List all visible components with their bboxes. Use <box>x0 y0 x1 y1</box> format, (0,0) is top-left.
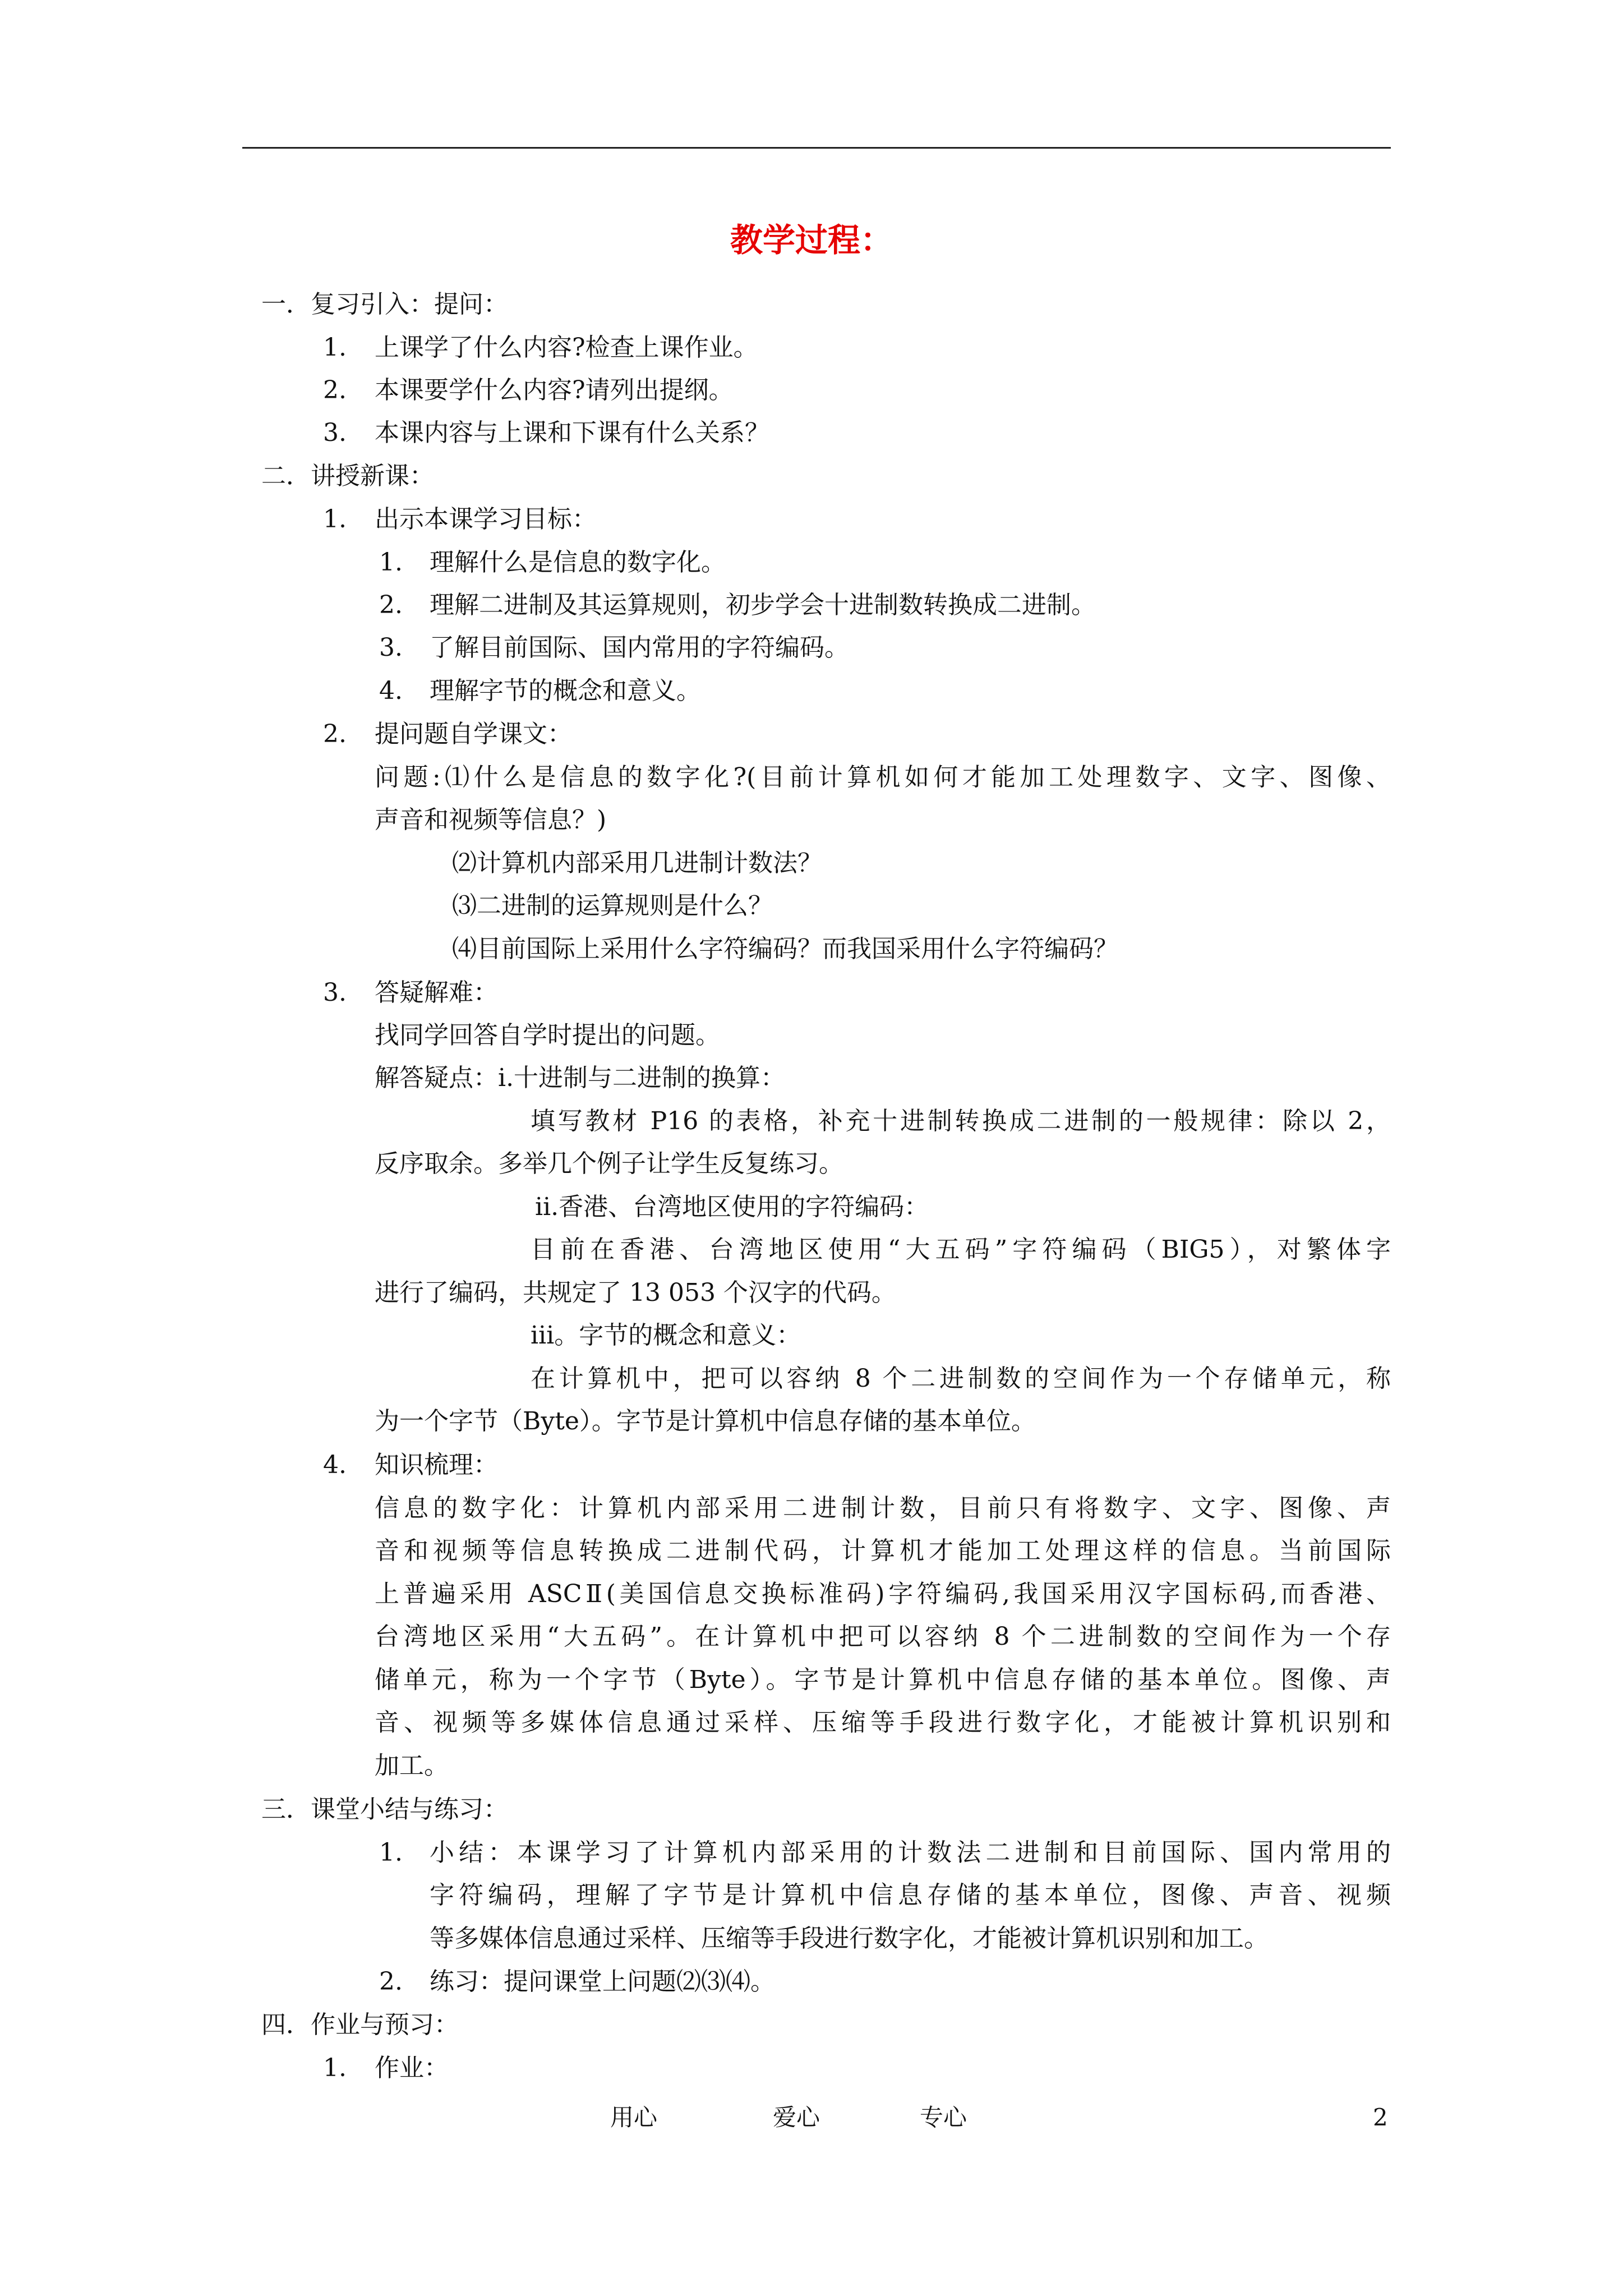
paragraph-line: 信息的数字化：计算机内部采用二进制计数，目前只有将数字、文字、图像、声 <box>375 1494 1391 1522</box>
paragraph-line: 等多媒体信息通过采样、压缩等手段进行数字化，才能被计算机识别和加工。 <box>430 1924 1269 1953</box>
paragraph-line: 找同学回答自学时提出的问题。 <box>375 1021 720 1050</box>
footer-motto-mid: 爱心 <box>773 2104 820 2131</box>
list-item-number: 3. <box>323 978 347 1007</box>
question-line: 问题:⑴什么是信息的数字化?(目前计算机如何才能加工处理数字、文字、图像、 <box>375 763 1391 792</box>
list-item: 理解什么是信息的数字化。 <box>430 548 726 577</box>
paragraph-line: 小结：本课学习了计算机内部采用的计数法二进制和目前国际、国内常用的 <box>430 1838 1391 1867</box>
paragraph-line: 反序取余。多举几个例子让学生反复练习。 <box>375 1149 843 1178</box>
section-heading-2: 二．讲授新课： <box>261 462 434 490</box>
section-heading-3: 三．课堂小结与练习： <box>261 1795 508 1824</box>
paragraph-line: ⅲ。字节的概念和意义： <box>531 1321 801 1350</box>
paragraph-line: 目前在香港、台湾地区使用“大五码”字符编码（BIG5），对繁体字 <box>531 1235 1391 1264</box>
subsection-label: 答疑解难： <box>375 978 498 1007</box>
list-item-number: 2. <box>379 591 403 619</box>
list-item-number: 1. <box>323 2054 347 2082</box>
paragraph-line: 填写教材 P16 的表格，补充十进制转换成二进制的一般规律：除以 2， <box>531 1107 1391 1135</box>
list-item-number: 2. <box>379 1967 403 1996</box>
list-item: 本课内容与上课和下课有什么关系？ <box>375 418 769 447</box>
paragraph-line: 在计算机中，把可以容纳 8 个二进制数的空间作为一个存储单元，称 <box>531 1364 1391 1393</box>
list-item-number: 2. <box>323 720 347 748</box>
list-item: 练习：提问课堂上问题⑵⑶⑷。 <box>430 1967 775 1996</box>
paragraph-line: 加工。 <box>375 1751 449 1780</box>
paragraph-line: 台湾地区采用“大五码”。在计算机中把可以容纳 8 个二进制数的空间作为一个存 <box>375 1622 1391 1651</box>
section-heading-4: 四．作业与预习： <box>261 2010 459 2039</box>
paragraph-line: 储单元，称为一个字节（Byte）。字节是计算机中信息存储的基本单位。图像、声 <box>375 1665 1391 1694</box>
list-item-number: 2. <box>323 376 347 404</box>
paragraph-line: 音、视频等多媒体信息通过采样、压缩等手段进行数字化，才能被计算机识别和 <box>375 1708 1391 1737</box>
header-rule <box>242 147 1391 149</box>
list-item: 本课要学什么内容?请列出提纲。 <box>375 376 734 404</box>
list-item-number: 3. <box>323 418 347 447</box>
footer-motto-left: 用心 <box>610 2104 658 2131</box>
paragraph-line: 字符编码，理解了字节是计算机中信息存储的基本单位，图像、声音、视频 <box>430 1881 1391 1910</box>
paragraph-line: ⅱ.香港、台湾地区使用的字符编码： <box>535 1193 929 1221</box>
list-item: 作业： <box>375 2054 449 2082</box>
paragraph-line: 音和视频等信息转换成二进制代码，计算机才能加工处理这样的信息。当前国际 <box>375 1536 1391 1565</box>
footer-motto-right: 专心 <box>920 2104 967 2131</box>
list-item-number: 4. <box>379 677 403 705</box>
paragraph-line: 为一个字节（Byte）。字节是计算机中信息存储的基本单位。 <box>375 1407 1036 1435</box>
question-line: ⑷目前国际上采用什么字符编码？而我国采用什么字符编码？ <box>452 935 1118 963</box>
list-item-number: 1. <box>323 333 347 362</box>
list-item-number: 1. <box>323 505 347 533</box>
list-item-number: 4. <box>323 1451 347 1479</box>
list-item-number: 1. <box>379 1838 403 1867</box>
paragraph-line: 解答疑点：ⅰ.十进制与二进制的换算： <box>375 1064 786 1092</box>
subsection-label: 出示本课学习目标： <box>375 505 597 533</box>
question-line: ⑵计算机内部采用几进制计数法？ <box>452 849 822 877</box>
page-title: 教学过程： <box>730 221 893 259</box>
subsection-label: 知识梳理： <box>375 1451 498 1479</box>
question-line: ⑶二进制的运算规则是什么？ <box>452 891 773 920</box>
list-item: 上课学了什么内容?检查上课作业。 <box>375 333 758 362</box>
section-heading-1: 一．复习引入：提问： <box>261 290 508 319</box>
list-item-number: 1. <box>379 548 403 577</box>
paragraph-line: 进行了编码，共规定了 13 053 个汉字的代码。 <box>375 1278 896 1307</box>
subsection-label: 提问题自学课文： <box>375 720 572 748</box>
list-item: 了解目前国际、国内常用的字符编码。 <box>430 633 849 662</box>
paragraph-line: 上普遍采用 ASCⅡ(美国信息交换标准码)字符编码,我国采用汉字国标码,而香港、 <box>375 1580 1391 1608</box>
list-item: 理解字节的概念和意义。 <box>430 677 701 705</box>
page-number: 2 <box>1373 2104 1388 2131</box>
question-line: 声音和视频等信息？) <box>375 806 607 834</box>
list-item-number: 3. <box>379 633 403 662</box>
list-item: 理解二进制及其运算规则，初步学会十进制数转换成二进制。 <box>430 591 1096 619</box>
